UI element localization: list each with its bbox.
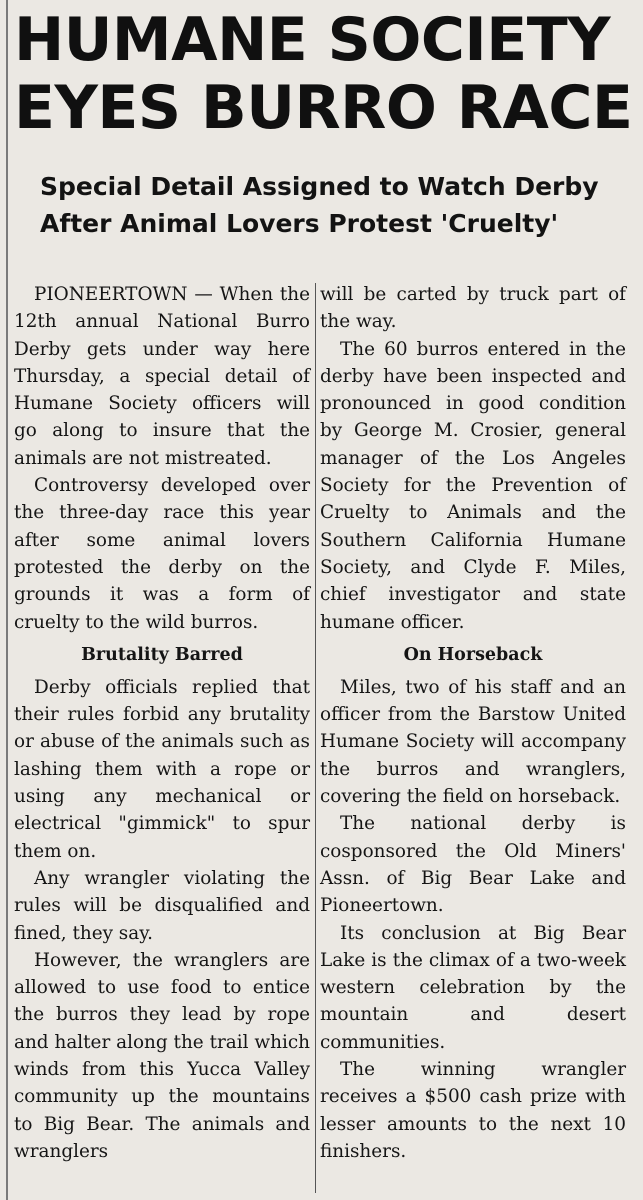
article-paragraph: Derby officials replied that their rules forbid any brutality or abuse of the animals such as lashing them with a rope or using any mechanical or electrical "gimmick" to spur them on.	[14, 676, 310, 862]
article-paragraph: Any wrangler violating the rules will be disqualified and fined, they say.	[14, 867, 310, 944]
article-paragraph: PIONEERTOWN — When the 12th annual National Burro Derby gets under way here Thursday, a special detail of Humane Society officers will go along to insure that the animals are not mistreated.	[14, 284, 310, 469]
article-paragraph: However, the wranglers are allowed to use food to entice the burros they lead by rope and halter along the trail which winds from this Yucca Valley community up the mountains to Big Bear. The animals and wranglers	[14, 949, 310, 1162]
article-paragraph: The 60 burros entered in the derby have been inspected and pronounced in good condition by George M. Crosier, general manager of the Los Angeles Society for the Prevention of Cruelty to Animals and the Southern California Humane Society, and Clyde F. Miles, chief investigator and state humane officer.	[320, 338, 626, 633]
article-paragraph: The winning wrangler receives a $500 cash prize with lesser amounts to the next 10 finishers.	[320, 1059, 626, 1162]
column-divider	[315, 283, 316, 1193]
article-paragraph: Controversy developed over the three-day race this year after some animal lovers protested the derby on the grounds it was a form of cruelty to the wild burros.	[14, 475, 310, 633]
section-subhead: On Horseback	[403, 644, 543, 665]
article-column-left	[14, 281, 310, 1165]
article-column-right	[320, 281, 626, 1165]
article-paragraph: The national derby is cosponsored the Old Miners' Assn. of Big Bear Lake and Pioneertown.	[320, 813, 626, 917]
deck-subheadline: Special Detail Assigned to Watch Derby After Animal Lovers Protest 'Cruelty'	[40, 172, 599, 238]
article-paragraph: Its conclusion at Big Bear Lake is the climax of a two-week western celebration by the mountain and desert communities.	[320, 922, 626, 1053]
article-paragraph-continued: will be carted by truck part of the way.	[320, 284, 626, 333]
article-paragraph: Miles, two of his staff and an officer from the Barstow United Humane Society will accompany the burros and wranglers, covering the field on horseback.	[320, 676, 626, 808]
section-subhead: Brutality Barred	[81, 644, 243, 665]
column-rule	[6, 0, 8, 1200]
headline: HUMANE SOCIETY EYES BURRO RACE	[14, 5, 633, 143]
